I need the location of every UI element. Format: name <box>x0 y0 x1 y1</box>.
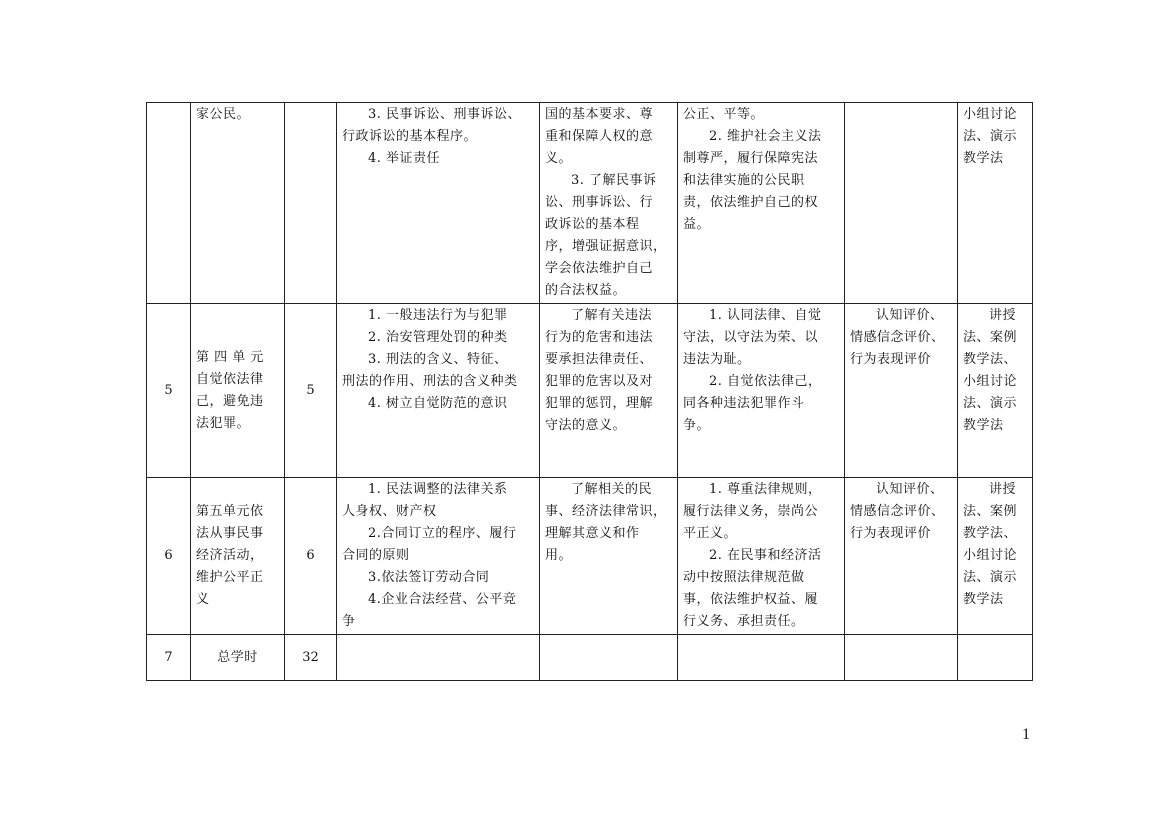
cell-line: 总学时 <box>217 649 258 665</box>
cell-evaluation <box>845 103 958 304</box>
cell-line: 合同的原则 <box>342 548 410 563</box>
cell-line: 履行法律义务，崇尚公 <box>683 504 819 519</box>
cell-line: 义。 <box>545 151 573 166</box>
cell-line: 义 <box>196 592 210 607</box>
cell-line: 争 <box>342 614 356 629</box>
cell-line: 教学法、 <box>963 526 1018 541</box>
cell-line: 和法律实施的公民职 <box>683 173 805 188</box>
table-body <box>147 103 1033 681</box>
cell-line: 的合法权益。 <box>545 283 627 298</box>
cell-hours: 5 <box>285 304 337 478</box>
cell-line: 情感信念评价、 <box>850 504 945 519</box>
table-row <box>147 103 1033 304</box>
cell-unit <box>191 635 285 681</box>
cell-line: 自觉依法律 <box>196 371 264 387</box>
cell-hours: 32 <box>285 635 337 681</box>
cell-index: 6 <box>147 478 191 635</box>
cell-line: 4. 树立自觉防范的意识 <box>368 396 508 411</box>
cell-line: 制尊严，履行保障宪法 <box>683 151 819 166</box>
cell-line: 维护公平正 <box>196 570 264 585</box>
cell-line: 守法的意义。 <box>545 418 627 433</box>
cell-content <box>337 103 540 304</box>
cell-line: 1. 一般违法行为与犯罪 <box>368 308 508 323</box>
cell-line: 2.合同订立的程序、履行 <box>368 526 517 541</box>
cell-line: 1. 民法调整的法律关系 <box>368 482 508 497</box>
cell-content <box>337 478 540 635</box>
cell-line: 重和保障人权的意 <box>545 129 654 144</box>
cell-line: 己，避免违 <box>196 393 264 409</box>
cell-line: 理解其意义和作 <box>545 526 640 541</box>
cell-index: 7 <box>147 635 191 681</box>
cell-line: 2. 在民事和经济活 <box>709 548 822 563</box>
cell-teaching-method <box>958 103 1033 304</box>
cell-line: 犯罪的危害以及对 <box>545 374 654 389</box>
cell-line: 争。 <box>683 418 711 433</box>
cell-hours: 6 <box>285 478 337 635</box>
cell-line: 益。 <box>683 217 711 232</box>
cell-line: 4. 举证责任 <box>368 151 441 166</box>
cell-line: 法从事民事 <box>196 526 264 541</box>
cell-line: 了解相关的民 <box>571 482 653 497</box>
cell-line: 平正义。 <box>683 526 738 541</box>
cell-line: 第五单元依 <box>196 504 264 519</box>
cell-line: 教学法、 <box>963 352 1018 367</box>
cell-unit <box>191 478 285 635</box>
cell-line: 3.依法签订劳动合同 <box>368 570 490 585</box>
cell-line: 行义务、承担责任。 <box>683 614 805 629</box>
cell-evaluation <box>845 478 958 635</box>
cell-line: 讲授 <box>989 482 1017 497</box>
cell-line: 小组讨论 <box>963 107 1018 122</box>
cell-line: 教学法 <box>963 151 1004 166</box>
cell-attitude-goal <box>678 478 845 635</box>
cell-line: 1. 认同法律、自觉 <box>709 308 822 323</box>
syllabus-table <box>146 102 1033 681</box>
cell-line: 法、演示 <box>963 570 1018 585</box>
cell-line: 政诉讼的基本程 <box>545 217 640 232</box>
cell-line: 法、演示 <box>963 129 1018 144</box>
cell-line: 序，增强证据意识， <box>545 239 667 254</box>
cell-line: 动中按照法律规范做 <box>683 570 805 585</box>
cell-line: 法、案例 <box>963 504 1018 519</box>
cell-teaching-method <box>958 478 1033 635</box>
cell-line: 3. 民事诉讼、刑事诉讼、 <box>368 107 522 122</box>
cell-line: 法犯罪。 <box>196 415 251 431</box>
cell-line: 行为表现评价 <box>850 526 932 541</box>
cell-line: 刑法的作用、刑法的含义种类 <box>342 374 518 389</box>
cell-line: 2. 治安管理处罚的种类 <box>368 330 508 345</box>
cell-line: 讲授 <box>989 308 1017 323</box>
cell-content <box>337 304 540 478</box>
cell-attitude-goal <box>678 304 845 478</box>
cell-knowledge-goal <box>540 103 678 304</box>
cell-index <box>147 103 191 304</box>
cell-evaluation <box>845 304 958 478</box>
cell-line: 学会依法维护自己 <box>545 261 654 276</box>
cell-line: 3. 刑法的含义、特征、 <box>368 352 508 367</box>
cell-line: 事、经济法律常识， <box>545 504 667 519</box>
cell-line: 事，依法维护权益、履 <box>683 592 819 607</box>
cell-line: 法、演示 <box>963 396 1018 411</box>
table-row <box>147 635 1033 681</box>
cell-knowledge-goal <box>540 478 678 635</box>
cell-line: 行政诉讼的基本程序。 <box>342 129 478 144</box>
cell-line: 行为表现评价 <box>850 352 932 367</box>
cell-line: 小组讨论 <box>963 374 1018 389</box>
cell-line: 教学法 <box>963 592 1004 607</box>
cell-line: 同各种违法犯罪作斗 <box>683 396 805 411</box>
cell-content <box>337 635 540 681</box>
cell-unit <box>191 304 285 478</box>
cell-line: 讼、刑事诉讼、行 <box>545 195 654 210</box>
page-number: 1 <box>1022 726 1030 743</box>
cell-line: 公正、平等。 <box>683 107 765 122</box>
cell-line: 认知评价、 <box>876 482 944 497</box>
cell-line: 教学法 <box>963 418 1004 433</box>
cell-hours <box>285 103 337 304</box>
cell-line: 责，依法维护自己的权 <box>683 195 819 210</box>
cell-line: 法、案例 <box>963 330 1018 345</box>
cell-line: 违法为耻。 <box>683 352 751 367</box>
cell-attitude-goal <box>678 635 845 681</box>
cell-teaching-method <box>958 635 1033 681</box>
table-row <box>147 478 1033 635</box>
cell-line: 第 四 单 元 <box>196 349 264 365</box>
cell-line: 4.企业合法经营、公平竞 <box>368 592 517 607</box>
cell-attitude-goal <box>678 103 845 304</box>
cell-index: 5 <box>147 304 191 478</box>
cell-line: 小组讨论 <box>963 548 1018 563</box>
cell-line: 行为的危害和违法 <box>545 330 654 345</box>
cell-knowledge-goal <box>540 635 678 681</box>
cell-line: 家公民。 <box>196 107 251 122</box>
cell-knowledge-goal <box>540 304 678 478</box>
cell-line: 2. 自觉依法律己， <box>709 374 822 389</box>
cell-teaching-method <box>958 304 1033 478</box>
cell-unit <box>191 103 285 304</box>
cell-line: 情感信念评价、 <box>850 330 945 345</box>
cell-line: 认知评价、 <box>876 308 944 323</box>
cell-line: 用。 <box>545 548 573 563</box>
cell-line: 3. 了解民事诉 <box>571 173 657 188</box>
cell-line: 要承担法律责任、 <box>545 352 654 367</box>
cell-line: 人身权、财产权 <box>342 504 437 519</box>
cell-evaluation <box>845 635 958 681</box>
table-row <box>147 304 1033 478</box>
cell-line: 犯罪的惩罚，理解 <box>545 396 654 411</box>
cell-line: 了解有关违法 <box>571 308 653 323</box>
cell-line: 国的基本要求、尊 <box>545 107 654 122</box>
cell-line: 经济活动， <box>196 548 264 563</box>
cell-line: 1. 尊重法律规则， <box>709 482 822 497</box>
cell-line: 守法，以守法为荣、以 <box>683 330 819 345</box>
cell-line: 2. 维护社会主义法 <box>709 129 822 144</box>
